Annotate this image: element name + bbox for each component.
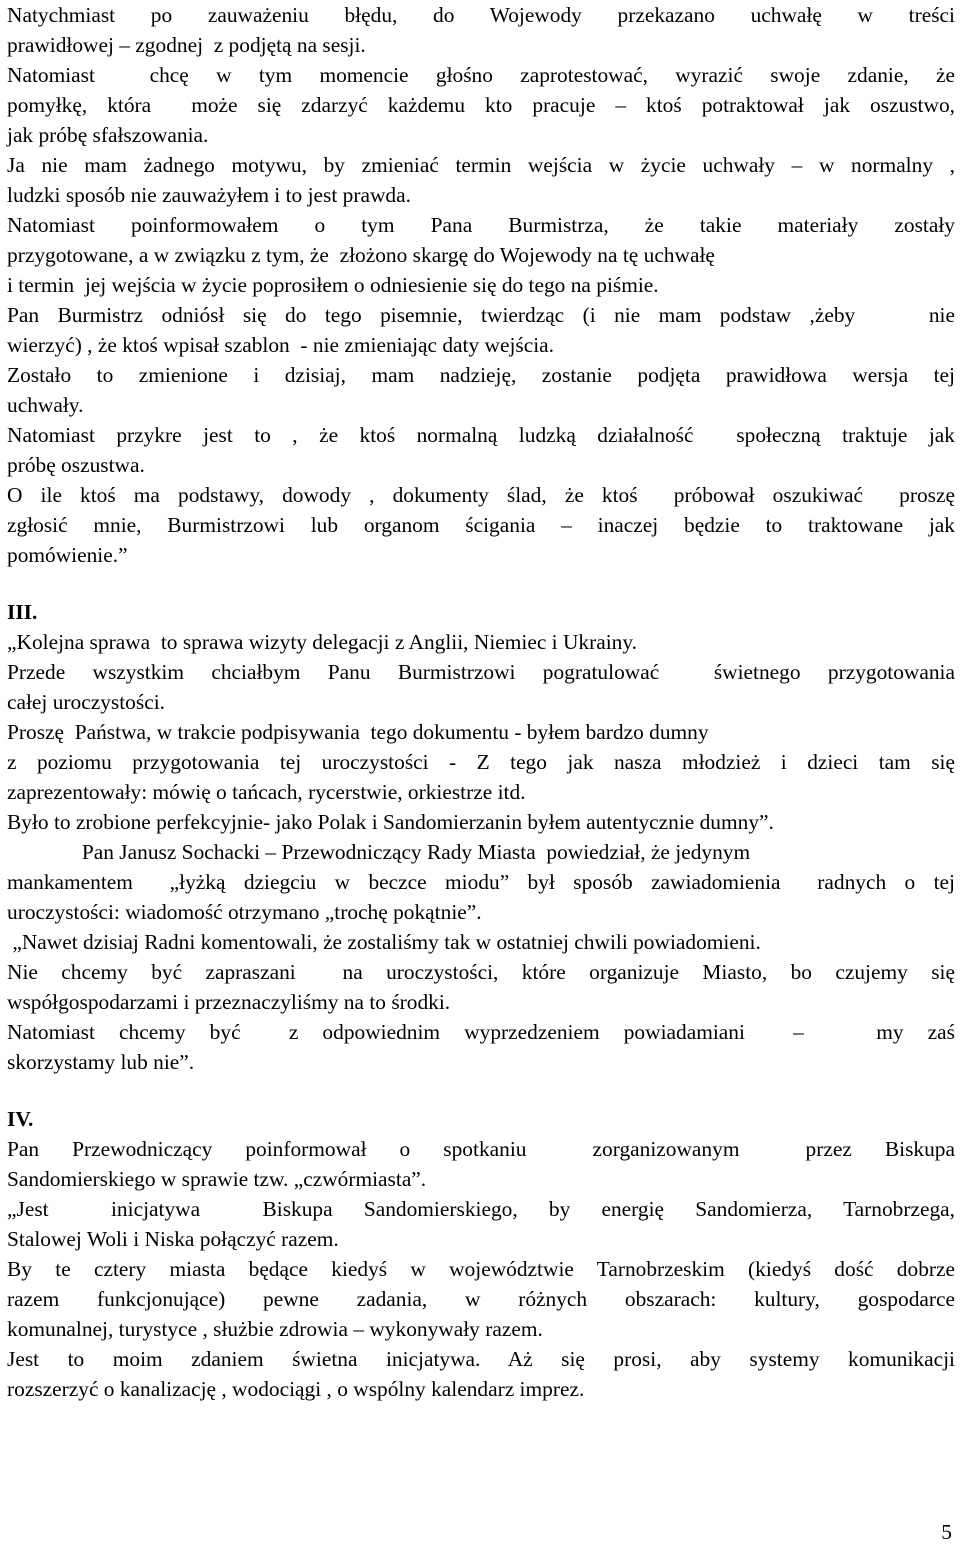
text-line: skorzystamy lub nie”.: [7, 1050, 195, 1074]
text-line: „Nawet dzisiaj Radni komentowali, że zostaliśmy tak w ostatniej chwili powiadomieni.: [7, 930, 761, 954]
text-line: prawidłowej – zgodnej z podjętą na sesji.: [7, 33, 366, 57]
text-line: wierzyć) , że ktoś wpisał szablon - nie zmieniając daty wejścia.: [7, 333, 555, 357]
text-line: komunalnej, turystyce , służbie zdrowia – wykonywały razem.: [7, 1317, 543, 1341]
text-line: Pan Przewodniczący poinformował o spotkaniu zorganizowanym przez Biskupa: [7, 1137, 955, 1161]
text-line: razem funkcjonujące) pewne zadania, w różnych obszarach: kultury, gospodarce: [7, 1287, 955, 1311]
text-line: Natomiast chcę w tym momencie głośno zaprotestować, wyrazić swoje zdanie, że: [7, 63, 955, 87]
text-line: mankamentem „łyżką dziegciu w beczce miodu” był sposób zawiadomienia radnych o tej: [7, 870, 955, 894]
text-line: pomyłkę, która może się zdarzyć każdemu kto pracuje – ktoś potraktował jak oszustwo,: [7, 93, 955, 117]
text-line: przygotowane, a w związku z tym, że złożono skargę do Wojewody na tę uchwałę: [7, 243, 715, 267]
text-line: pomówienie.”: [7, 543, 128, 567]
text-line: uchwały.: [7, 393, 84, 417]
text-line: Proszę Państwa, w trakcie podpisywania tego dokumentu - byłem bardzo dumny: [7, 720, 709, 744]
section-heading: III.: [7, 600, 38, 624]
text-line: Nie chcemy być zapraszani na uroczystości, które organizuje Miasto, bo czujemy się: [7, 960, 955, 984]
text-line: jak próbę sfałszowania.: [7, 123, 209, 147]
text-line: O ile ktoś ma podstawy, dowody , dokumenty ślad, że ktoś próbował oszukiwać proszę: [7, 483, 955, 507]
text-line: uroczystości: wiadomość otrzymano „trochę pokątnie”.: [7, 900, 482, 924]
text-line: współgospodarzami i przeznaczyliśmy na to środki.: [7, 990, 451, 1014]
text-line: By te cztery miasta będące kiedyś w województwie Tarnobrzeskim (kiedyś dość dobrze: [7, 1257, 955, 1281]
text-line: z poziomu przygotowania tej uroczystości - Z tego jak nasza młodzież i dzieci tam się: [7, 750, 955, 774]
text-line: próbę oszustwa.: [7, 453, 145, 477]
text-line: Stalowej Woli i Niska połączyć razem.: [7, 1227, 339, 1251]
page-number: 5: [941, 1520, 952, 1544]
text-line: Pan Janusz Sochacki – Przewodniczący Rady Miasta powiedział, że jedynym: [7, 840, 751, 864]
text-line: Było to zrobione perfekcyjnie- jako Polak i Sandomierzanin byłem autentycznie dumny”.: [7, 810, 774, 834]
text-line: Przede wszystkim chciałbym Panu Burmistrzowi pogratulować świetnego przygotowania: [7, 660, 955, 684]
text-line: ludzki sposób nie zauważyłem i to jest prawda.: [7, 183, 411, 207]
section-heading: IV.: [7, 1107, 34, 1131]
text-line: Jest to moim zdaniem świetna inicjatywa. Aż się prosi, aby systemy komunikacji: [7, 1347, 955, 1371]
text-line: zaprezentowały: mówię o tańcach, rycerstwie, orkiestrze itd.: [7, 780, 526, 804]
text-line: Natychmiast po zauważeniu błędu, do Wojewody przekazano uchwałę w treści: [7, 3, 955, 27]
text-line: Zostało to zmienione i dzisiaj, mam nadzieję, zostanie podjęta prawidłowa wersja tej: [7, 363, 955, 387]
text-line: Natomiast chcemy być z odpowiednim wyprzedzeniem powiadamiani – my zaś: [7, 1020, 955, 1044]
text-line: Pan Burmistrz odniósł się do tego pisemnie, twierdząc (i nie mam podstaw ,żeby nie: [7, 303, 955, 327]
text-line: zgłosić mnie, Burmistrzowi lub organom ścigania – inaczej będzie to traktowane jak: [7, 513, 955, 537]
text-line: Sandomierskiego w sprawie tzw. „czwórmiasta”.: [7, 1167, 427, 1191]
text-line: Natomiast poinformowałem o tym Pana Burmistrza, że takie materiały zostały: [7, 213, 955, 237]
text-line: Natomiast przykre jest to , że ktoś normalną ludzką działalność społeczną traktuje jak: [7, 423, 955, 447]
text-line: całej uroczystości.: [7, 690, 165, 714]
text-line: „Kolejna sprawa to sprawa wizyty delegacji z Anglii, Niemiec i Ukrainy.: [7, 630, 638, 654]
text-line: i termin jej wejścia w życie poprosiłem o odniesienie się do tego na piśmie.: [7, 273, 659, 297]
text-line: rozszerzyć o kanalizację , wodociągi , o wspólny kalendarz imprez.: [7, 1377, 585, 1401]
text-line: „Jest inicjatywa Biskupa Sandomierskiego, by energię Sandomierza, Tarnobrzega,: [7, 1197, 955, 1221]
text-line: Ja nie mam żadnego motywu, by zmieniać termin wejścia w życie uchwały – w normalny ,: [7, 153, 955, 177]
